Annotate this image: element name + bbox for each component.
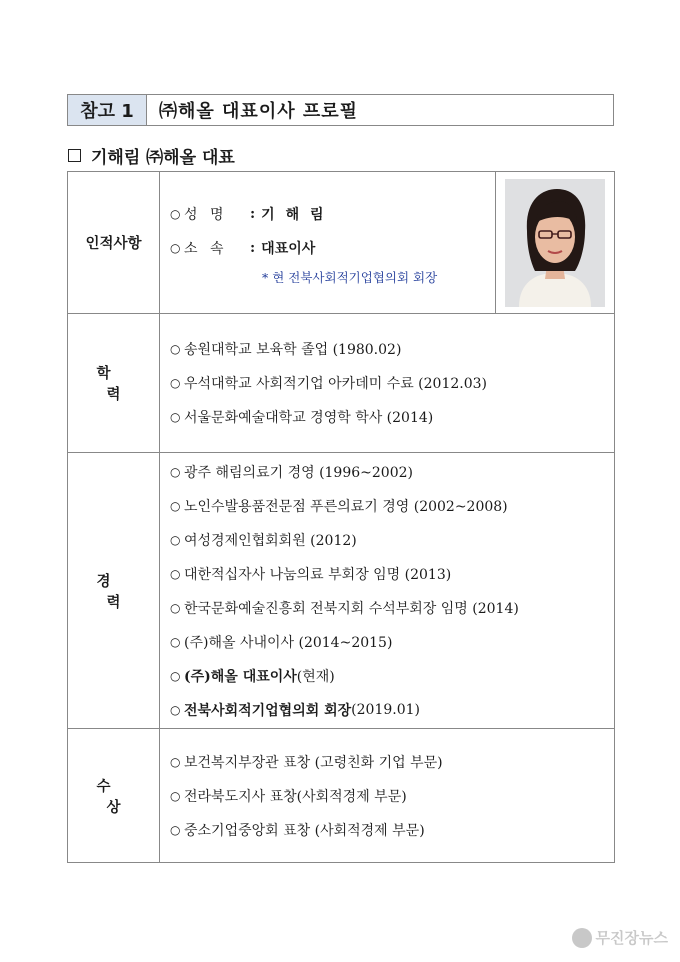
name-value: 기 해 림 [261, 206, 327, 223]
position-line [170, 231, 495, 265]
list-item: ○ 우석대학교 사회적기업 아카데미 수료 (2012.03) [170, 376, 488, 392]
position-value: 대표이사 [261, 240, 316, 257]
list-item: ○ 송원대학교 보육학 졸업 (1980.02) [170, 342, 402, 358]
bullet: ○ [170, 206, 181, 221]
portrait-image [505, 179, 605, 307]
education-content [160, 314, 615, 453]
name-key: 성 명 [184, 206, 228, 223]
section-heading-text: 기해림 ㈜해올 대표 [91, 148, 235, 168]
list-item: ○ 여성경제인협회회원 (2012) [170, 532, 357, 549]
awards-label: 수 상 [68, 729, 160, 863]
list-item: ○ 전라북도지사 표창(사회적경제 부문) [170, 788, 407, 805]
awards-row [68, 729, 615, 863]
list-item: ○ 중소기업중앙회 표창 (사회적경제 부문) [170, 822, 425, 839]
checkbox-icon [68, 149, 81, 162]
list-item: ○ (주)해올 사내이사 (2014~2015) [170, 634, 393, 651]
list-item: ○ 보건복지부장관 표창 (고령친화 기업 부문) [170, 754, 443, 771]
position-sep: : [250, 239, 256, 256]
education-row [68, 314, 615, 453]
watermark-logo-icon [572, 928, 592, 948]
career-row [68, 453, 615, 729]
list-item: ○ 한국문화예술진흥회 전북지회 수석부회장 임명 (2014) [170, 600, 519, 617]
position-note: * 현 전북사회적기업협의회 회장 [262, 269, 438, 285]
name-line [170, 197, 495, 231]
list-item: ○ 광주 해림의료기 경영 (1996~2002) [170, 464, 413, 481]
watermark [572, 927, 668, 948]
awards-content [160, 729, 615, 863]
education-label: 학 력 [68, 314, 160, 453]
page-title: ㈜해올 대표이사 프로필 [159, 101, 359, 122]
personal-row [68, 172, 615, 314]
list-item: ○ 대한적십자사 나눔의료 부회장 임명 (2013) [170, 566, 452, 583]
name-sep: : [250, 205, 256, 222]
title-label: 참고 1 [68, 95, 147, 125]
list-item: ○ 노인수발용품전문점 푸른의료기 경영 (2002~2008) [170, 498, 508, 515]
photo-cell [496, 172, 615, 314]
watermark-text: 무진장뉴스 [595, 929, 668, 947]
position-key: 소 속 [184, 240, 228, 257]
section-heading [68, 143, 235, 168]
bullet: ○ [170, 240, 181, 255]
profile-table [67, 171, 615, 863]
list-item: ○ 서울문화예술대학교 경영학 학사 (2014) [170, 410, 434, 426]
personal-content [160, 172, 496, 314]
list-item-bold: ○ 전북사회적기업협의회 회장 (2019.01) [170, 701, 420, 719]
title-box [67, 94, 614, 126]
list-item-bold: ○ (주)해올 대표이사 (현재) [170, 668, 335, 685]
personal-label: 인적사항 [68, 172, 160, 314]
profile-photo [505, 179, 605, 307]
career-content [160, 453, 615, 729]
career-label: 경 력 [68, 453, 160, 729]
